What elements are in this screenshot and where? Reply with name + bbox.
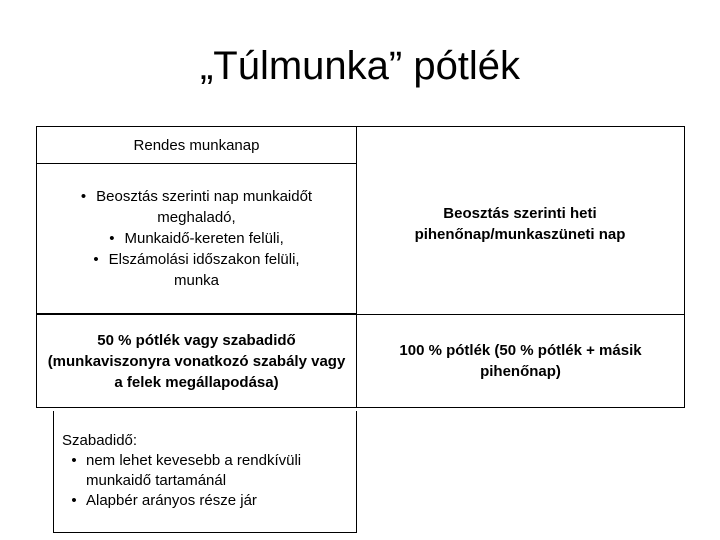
rest-day-compensation-text: 100 % pótlék (50 % pótlék + másik pihenőnap) [399,342,642,380]
list-item: • Elszámolási időszakon felüli, [93,251,300,268]
free-time-box [53,411,357,533]
table-border-bottom [356,407,685,408]
regular-day-header [36,126,357,164]
list-item: • Beosztás szerinti nap munkaidőt meghaladó, [80,188,313,226]
bullet-icon: • [93,251,99,268]
rest-day-header [356,126,685,315]
list-item: • Alapbér arányos része jár [62,491,348,511]
table-border-right [684,126,685,408]
regular-day-conditions [36,163,357,314]
page-title: „Túlmunka” pótlék [199,44,521,88]
bullet-icon: • [109,230,115,247]
regular-day-compensation-text: 50 % pótlék vagy szabadidő (munkaviszonyra vonatkozó szabály vagy a felek megállapodása) [47,331,346,391]
rest-day-header-label: Beosztás szerinti heti pihenőnap/munkaszüneti nap [414,204,626,243]
list-item: • Munkaidő-kereten felüli, [109,230,284,247]
bullet-icon: • [71,452,77,469]
conditions-trailing-word: munka [173,272,220,289]
rest-day-compensation [356,314,685,408]
list-item: • nem lehet kevesebb a rendkívüli munkaidő tartamánál [62,451,348,491]
free-time-heading: Szabadidő: [62,432,138,449]
bullet-icon: • [71,492,77,509]
regular-day-header-label: Rendes munkanap [133,136,260,154]
regular-day-compensation [36,314,357,408]
bullet-icon: • [80,188,87,205]
